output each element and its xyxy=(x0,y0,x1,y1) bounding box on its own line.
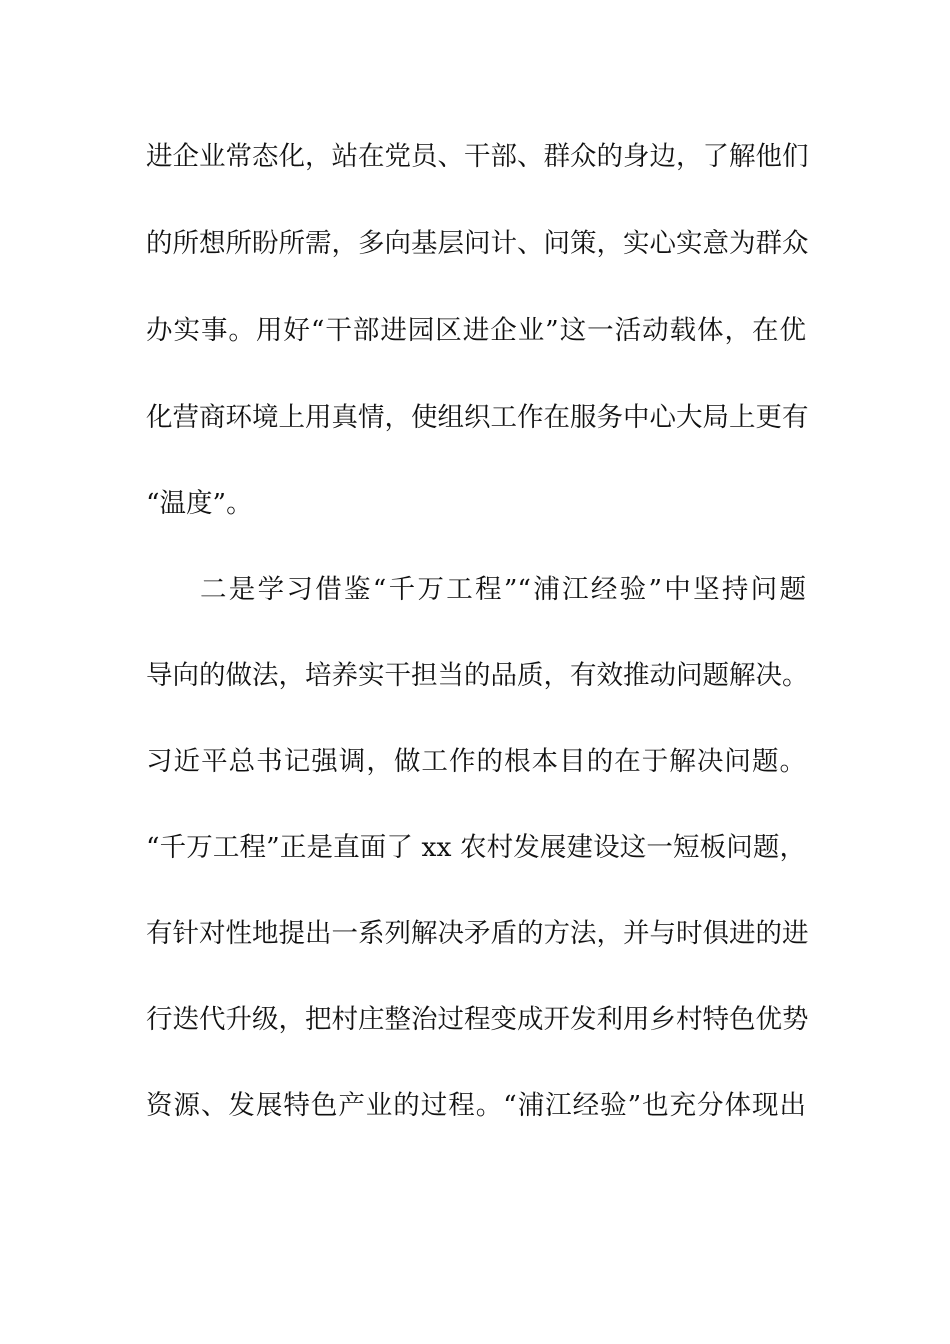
text-line: “温度”。 xyxy=(146,488,253,519)
text-line: 办实事。用好“干部进园区进企业”这一活动载体，在优 xyxy=(146,315,806,346)
text-line: “千万工程”正是直面了 xx 农村发展建设这一短板问题， xyxy=(146,832,806,863)
text-line: 习近平总书记强调，做工作的根本目的在于解决问题。 xyxy=(146,746,806,777)
text-line: 导向的做法，培养实干担当的品质，有效推动问题解决。 xyxy=(146,660,809,691)
text-line: 化营商环境上用真情，使组织工作在服务中心大局上更有 xyxy=(146,402,809,433)
text-line: 的所想所盼所需，多向基层问计、问策，实心实意为群众 xyxy=(146,228,809,259)
text-line: 有针对性地提出一系列解决矛盾的方法，并与时俱进的进 xyxy=(146,918,809,949)
text-line: 行迭代升级，把村庄整治过程变成开发利用乡村特色优势 xyxy=(146,1004,809,1035)
text-line: 进企业常态化，站在党员、干部、群众的身边，了解他们 xyxy=(146,141,809,172)
paragraph-first-line: 二是学习借鉴“千万工程”“浦江经验”中坚持问题 xyxy=(200,574,806,605)
text-line: 资源、发展特色产业的过程。“浦江经验”也充分体现出 xyxy=(146,1090,806,1121)
